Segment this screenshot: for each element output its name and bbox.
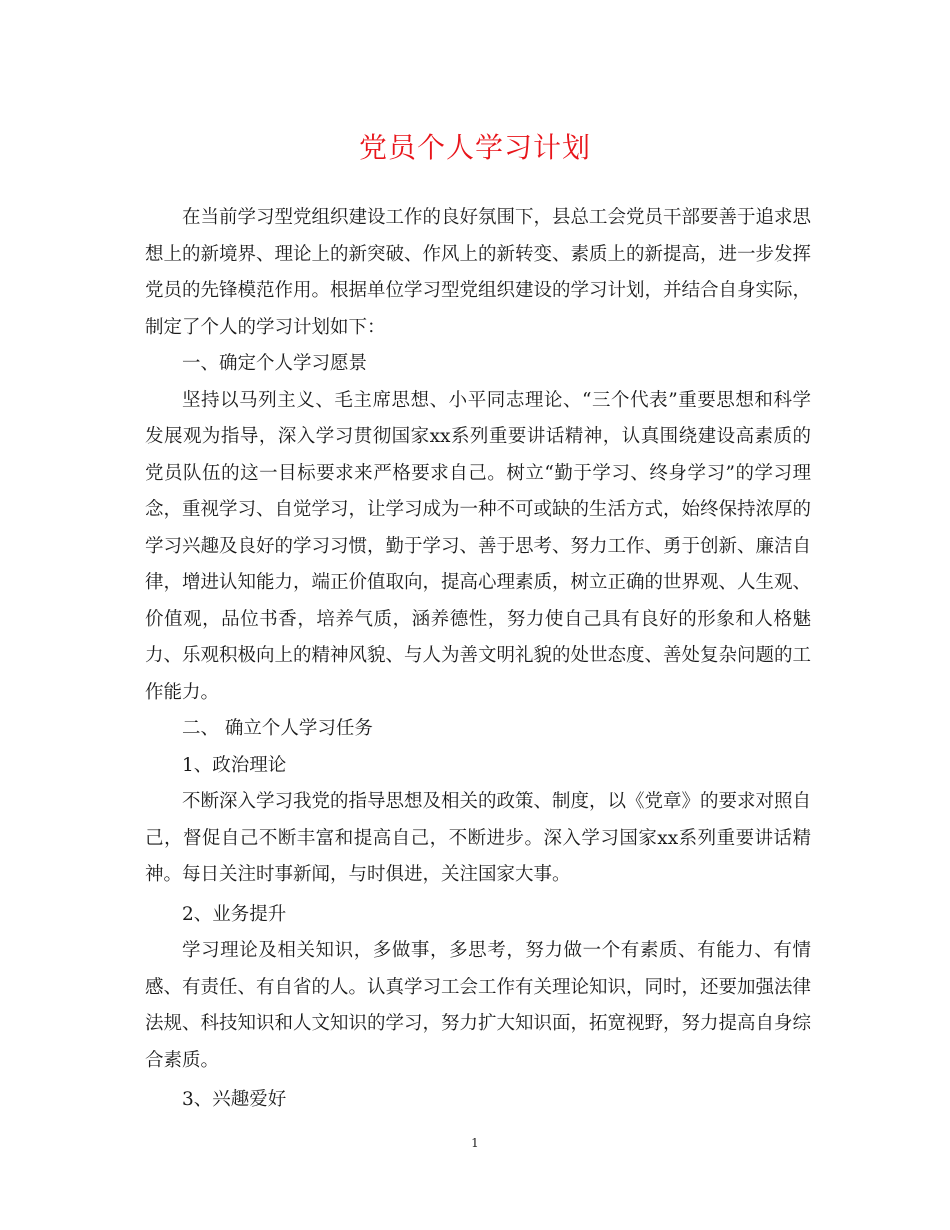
business-improvement-paragraph: 学习理论及相关知识，多做事，多思考，努力做一个有素质、有能力、有情感、有责任、有自省的人。认真学习工会工作有关理论知识，同时，还要加强法律法规、科技知识和人文知识的学习，努力扩大知识面，拓宽视野，努力提高自身综合素质。 — [145, 940, 812, 1071]
page-number: 1 — [471, 1136, 479, 1150]
subheading-business-improvement: 2、业务提升 — [182, 903, 287, 925]
intro-paragraph: 在当前学习型党组织建设工作的良好氛围下，县总工会党员干部要善于追求思想上的新境界、理论上的新突破、作风上的新转变、素质上的新提高，进一步发挥党员的先锋模范作用。根据单位学习型党组织建设的学习计划，并结合自身实际，制定了个人的学习计划如下： — [145, 207, 812, 338]
section-heading-tasks: 二、 确立个人学习任务 — [182, 718, 373, 739]
subheading-interests: 3、兴趣爱好 — [182, 1089, 287, 1110]
document-body — [145, 200, 811, 1119]
vision-paragraph: 坚持以马列主义、毛主席思想、小平同志理论、“三个代表”重要思想和科学发展观为指导，深入学习贯彻国家xx系列重要讲话精神，认真围绕建设高素质的党员队伍的这一目标要求来严格要求自己。树立“勤于学习、终身学习”的学习理念，重视学习、自觉学习，让学习成为一种不可或缺的生活方式，始终保持浓厚的学习兴趣及良好的学习习惯，勤于学习、善于思考、努力工作、勇于创新、廉洁自律，增进认知能力，端正价值取向，提高心理素质，树立正确的世界观、人生观、价值观，品位书香，培养气质，涵养德性，努力使自己具有良好的形象和人格魅力、乐观积极向上的精神风貌、与人为善文明礼貌的处世态度、善处复杂问题的工作能力。 — [145, 389, 812, 703]
document-title: 党员个人学习计划 — [358, 131, 591, 164]
political-theory-paragraph: 不断深入学习我党的指导思想及相关的政策、制度，以《党章》的要求对照自己，督促自己不断丰富和提高自己，不断进步。深入学习国家xx系列重要讲话精神。每日关注时事新闻，与时俱进，关注国家大事。 — [145, 791, 812, 885]
section-heading-vision: 一、确定个人学习愿景 — [182, 353, 368, 374]
subheading-political-theory: 1、政治理论 — [182, 754, 287, 776]
